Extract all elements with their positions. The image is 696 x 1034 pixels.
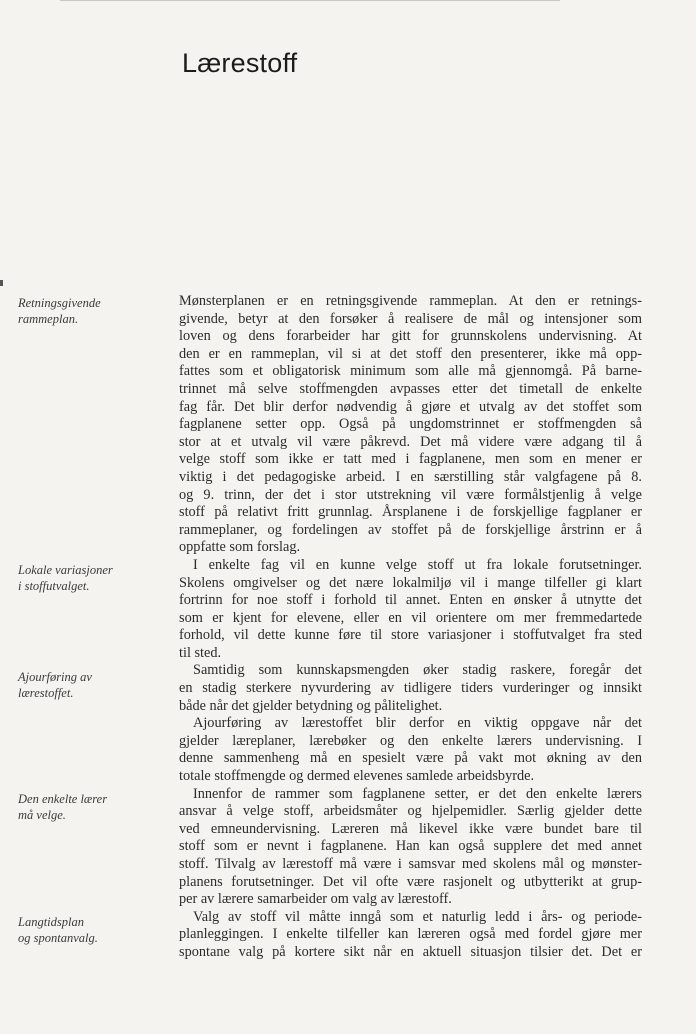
body-paragraph [179, 715, 642, 785]
margin-note-ajourforing [18, 669, 158, 701]
body-line: Ajourføring av lærestoffet blir derfor en viktig oppgave når det [193, 715, 642, 732]
margin-note-lokale-variasjoner [18, 562, 158, 594]
body-line: I enkelte fag vil en kunne velge stoff ut fra lokale forutsetninger. [193, 556, 642, 573]
body-line: ansvar å velge stoff, arbeidsmåter og hjelpemidler. Særlig gjelder dette [179, 803, 642, 820]
body-line: Skolens omgivelser og det nære lokalmiljø vil i mange tilfeller gi klart [179, 574, 642, 591]
body-paragraph [179, 786, 642, 909]
margin-note-line: Retningsgivende [18, 296, 101, 310]
body-line: givende, betyr at den forsøker å realisere de mål og intensjoner som [179, 310, 642, 327]
body-line: loven og dens forarbeider har gitt for grunnskolens undervisning. At [179, 328, 642, 345]
margin-note-line: i stoffutvalget. [18, 579, 90, 593]
page-edge-mark [0, 280, 3, 286]
body-line: fagplanene setter opp. Også på ungdomstrinnet er stoffmengden så [179, 416, 642, 433]
body-line: velge stoff som ikke er tatt med i fagplanene, men som en mener er [179, 451, 642, 468]
top-rule [60, 0, 560, 1]
margin-note-line: Den enkelte lærer [18, 792, 108, 806]
body-line: planleggingen. I enkelte tilfeller kan læreren også med fordel gjøre mer [179, 926, 642, 943]
body-line: Mønsterplanen er en retningsgivende rammeplan. At den er retnings- [179, 293, 642, 309]
margin-note-retningsgivende [18, 295, 158, 327]
body-line: stor at et utvalg vil være påkrevd. Det må videre være adgang til å [179, 433, 642, 450]
margin-note-line: og spontanvalg. [18, 931, 98, 945]
margin-note-line: må velge. [18, 808, 66, 822]
body-line: ved emneundervisning. Læreren må likevel ikke være bundet bare til [179, 820, 642, 837]
body-line: både når det gjelder betydning og pålitelighet. [179, 697, 443, 714]
margin-note-line: Ajourføring av [18, 670, 92, 684]
body-line: fattes som et obligatorisk minimum som alle må gjennomgå. På barne- [179, 363, 642, 380]
body-line: den er en rammeplan, vil si at det stoff den presenterer, ikke må opp- [179, 345, 642, 362]
body-line: per av lærere samarbeider om valg av lærestoff. [179, 891, 452, 908]
body-line: stoff på relativt fritt grunnlag. Årsplanene i de forskjellige fagplaner er [179, 504, 642, 521]
margin-note-line: lærestoffet. [18, 686, 74, 700]
body-line: stoff. Tilvalg av lærestoff må være i samsvar med skolens mål og mønster- [179, 856, 642, 872]
body-paragraph [179, 293, 642, 557]
body-line: Valg av stoff vil måtte inngå som et naturlig ledd i års- og periode- [193, 908, 642, 925]
body-line: gjelder læreplaner, lærebøker og den enkelte lærers undervisning. I [179, 732, 642, 749]
body-line: fortrinn for noe stoff i forhold til annet. Enten en ønsker å utnytte det [179, 592, 642, 609]
body-line: planens forutsetninger. Det vil ofte være rasjonelt og utbytterikt at grup- [179, 873, 642, 890]
body-line: denne sammenheng må en spesielt være på vakt mot økning av den [179, 750, 642, 767]
body-paragraph [179, 557, 642, 663]
margin-note-langtidsplan [18, 914, 158, 946]
chapter-title: Lærestoff [182, 48, 298, 78]
margin-note-line: Lokale variasjoner [18, 563, 113, 577]
body-line: Innenfor de rammer som fagplanene setter, er det den enkelte lærers [193, 785, 642, 802]
body-line: som er kjent for elevene, eller en vil orientere om mer fremmedartede [179, 609, 642, 626]
body-line: og 9. trinn, der det i stor utstrekning vil være formålstjenlig å velge [179, 486, 642, 503]
body-line: Samtidig som kunnskapsmengden øker stadig raskere, foregår det [193, 662, 642, 679]
body-line: trinnet må selve stoffmengden avpasses etter det timetall de enkelte [179, 380, 642, 397]
margin-note-line: rammeplan. [18, 312, 79, 326]
body-line: totale stoffmengde og dermed elevenes samlede arbeidsbyrde. [179, 768, 535, 785]
margin-note-line: Langtidsplan [18, 915, 84, 929]
body-paragraph [179, 909, 642, 962]
body-line: viktig i det pedagogiske arbeid. I en særstilling står valgfagene på 8. [179, 468, 642, 485]
body-line: en stadig sterkere nyvurdering av tidligere tiders vurderinger og innsikt [179, 680, 642, 697]
body-line: spontane valg på kortere sikt når en aktuell situasjon tilsier det. Det er [179, 943, 642, 960]
body-paragraph [179, 662, 642, 715]
body-line: rammeplaner, og fordelingen av stoffet på de forskjellige årstrinn er å [179, 521, 642, 538]
margin-note-enkelte-laerer [18, 791, 158, 823]
body-line: forhold, vil dette kunne føre til store variasjoner i stoffutvalget fra sted [179, 627, 642, 644]
body-text [179, 293, 642, 962]
body-line: stoff som er nevnt i fagplanene. Han kan også supplere det med annet [179, 838, 642, 855]
body-line: til sted. [179, 644, 222, 661]
body-line: oppfatte som forslag. [179, 539, 301, 556]
body-line: fag får. Det blir derfor nødvendig å gjøre et utvalg av det stoffet som [179, 398, 642, 415]
